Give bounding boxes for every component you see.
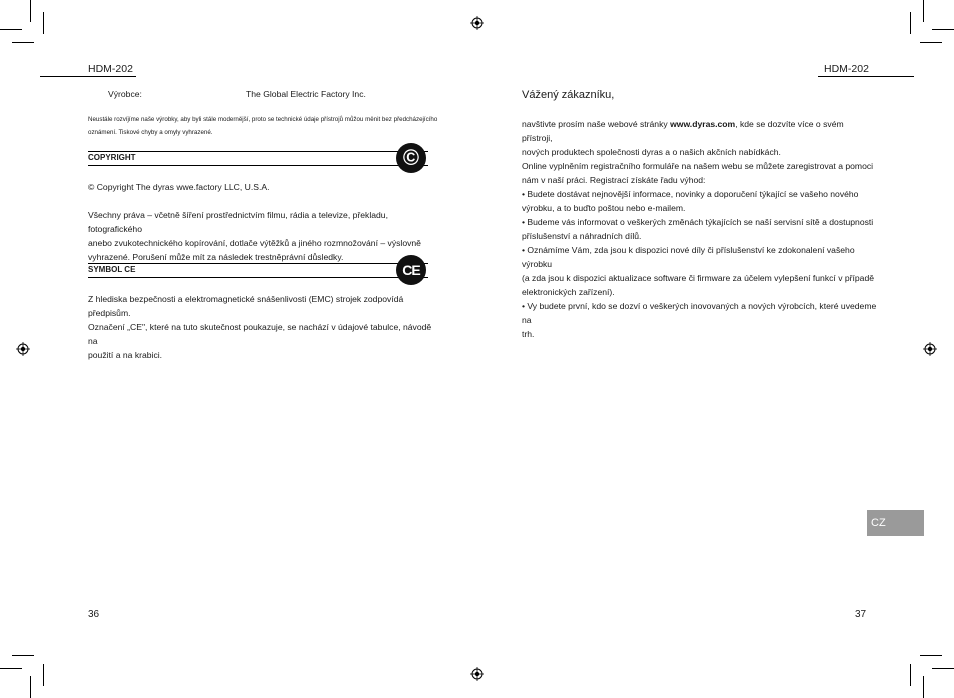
registration-mark-icon [923, 342, 937, 356]
visit-line-2: nových produktech společnosti dyras a o našich akčních nabídkách. [522, 147, 781, 157]
registration-line: Online vyplněním registračního formuláře na našem webu se můžete zaregistrovat a pomoci [522, 161, 874, 171]
crop-mark [43, 664, 44, 686]
registration-line: nám v naší práci. Registrací získáte řadu výhod: [522, 175, 706, 185]
rights-line: Všechny práva – včetně šíření prostřednictvím filmu, rádia a televize, překladu, fotografického [88, 210, 388, 234]
registration-line: • Budeme vás informovat o veškerých změnách týkajících se naší servisní sítě a dostupnosti [522, 217, 874, 227]
crop-mark [30, 676, 31, 698]
ce-line: použití a na krabici. [88, 350, 163, 360]
greeting: Vážený zákazníku, [522, 89, 615, 101]
crop-mark [932, 29, 954, 30]
crop-mark [910, 12, 911, 34]
crop-mark [923, 0, 924, 22]
model-name-right: HDM-202 [824, 63, 869, 75]
rights-line: vyhrazené. Porušení může mít za následek trestněprávní důsledky. [88, 252, 344, 262]
registration-line: příslušenství a náhradních dílů. [522, 231, 642, 241]
crop-mark [12, 655, 34, 656]
crop-mark [12, 42, 34, 43]
model-name-left: HDM-202 [88, 63, 133, 75]
ce-symbol: CE [402, 262, 420, 278]
registration-text [522, 159, 882, 341]
crop-mark [0, 29, 22, 30]
registration-mark-icon [470, 16, 484, 30]
registration-mark-icon [16, 342, 30, 356]
notice-line: Neustále rozvíjíme naše výrobky, aby byli stále modernější, proto se technické údaje přístrojů můžou měnit bez předcházejícího [88, 116, 438, 123]
website-link[interactable]: www.dyras.com [670, 119, 736, 129]
language-tab: CZ [867, 510, 924, 536]
copyright-heading: COPYRIGHT [88, 151, 428, 166]
visit-line-post: , kde se dozvíte více o svém přístroji, [522, 119, 844, 143]
header-rule-left [40, 76, 136, 77]
rights-line: anebo zvukotechnického kopírování, dotlače výtěžků a jiného rozmnožování – výslovně [88, 238, 421, 248]
crop-mark [43, 12, 44, 34]
page-number-left: 36 [88, 609, 100, 620]
rights-text [88, 208, 438, 264]
registration-line: výrobku, a to buďto poštou nebo e-mailem. [522, 203, 686, 213]
crop-mark [30, 0, 31, 22]
copyright-line: © Copyright The dyras wwe.factory LLC, U.S.A. [88, 182, 270, 192]
registration-line: • Vy budete první, kdo se dozví o veškerých inovovaných a nových výrobcích, které uvedeme na [522, 301, 877, 325]
ce-mark-icon [396, 255, 426, 285]
crop-mark [920, 655, 942, 656]
manufacturer-name: The Global Electric Factory Inc. [246, 89, 366, 99]
crop-mark [920, 42, 942, 43]
crop-mark [923, 676, 924, 698]
ce-line: Označení „CE", které na tuto skutečnost poukazuje, se nachází v údajové tabulce, návodě na [88, 322, 432, 346]
registration-line: elektronických zařízení). [522, 287, 615, 297]
registration-line: (a zda jsou k dispozici aktualizace software či firmware za účelem vylepšení funkcí v případě [522, 273, 875, 283]
visit-text [522, 117, 872, 159]
ce-text [88, 292, 438, 362]
ce-heading: SYMBOL CE [88, 263, 428, 278]
ce-line: Z hlediska bezpečnosti a elektromagnetické snášenlivosti (EMC) strojek zodpovídá předpisům. [88, 294, 404, 318]
copyright-icon [396, 143, 426, 173]
crop-mark [910, 664, 911, 686]
registration-line: • Budete dostávat nejnovější informace, novinky a doporučení týkající se vašeho nového [522, 189, 859, 199]
crop-mark [932, 668, 954, 669]
copyright-symbol: © [402, 145, 420, 170]
registration-line: trh. [522, 329, 535, 339]
notice-text [88, 113, 438, 139]
notice-line: oznámení. Tiskové chyby a omyly vyhrazené. [88, 129, 213, 136]
registration-mark-icon [470, 667, 484, 681]
visit-line-pre: navštivte prosím naše webové stránky [522, 119, 671, 129]
header-rule-right [818, 76, 914, 77]
registration-line: • Oznámíme Vám, zda jsou k dispozici nové díly či příslušenství ke zdokonalení vašeho výrobku [522, 245, 855, 269]
page-number-right: 37 [855, 609, 867, 620]
visit-line [522, 117, 872, 145]
crop-mark [0, 668, 22, 669]
manufacturer-label: Výrobce: [108, 89, 142, 99]
